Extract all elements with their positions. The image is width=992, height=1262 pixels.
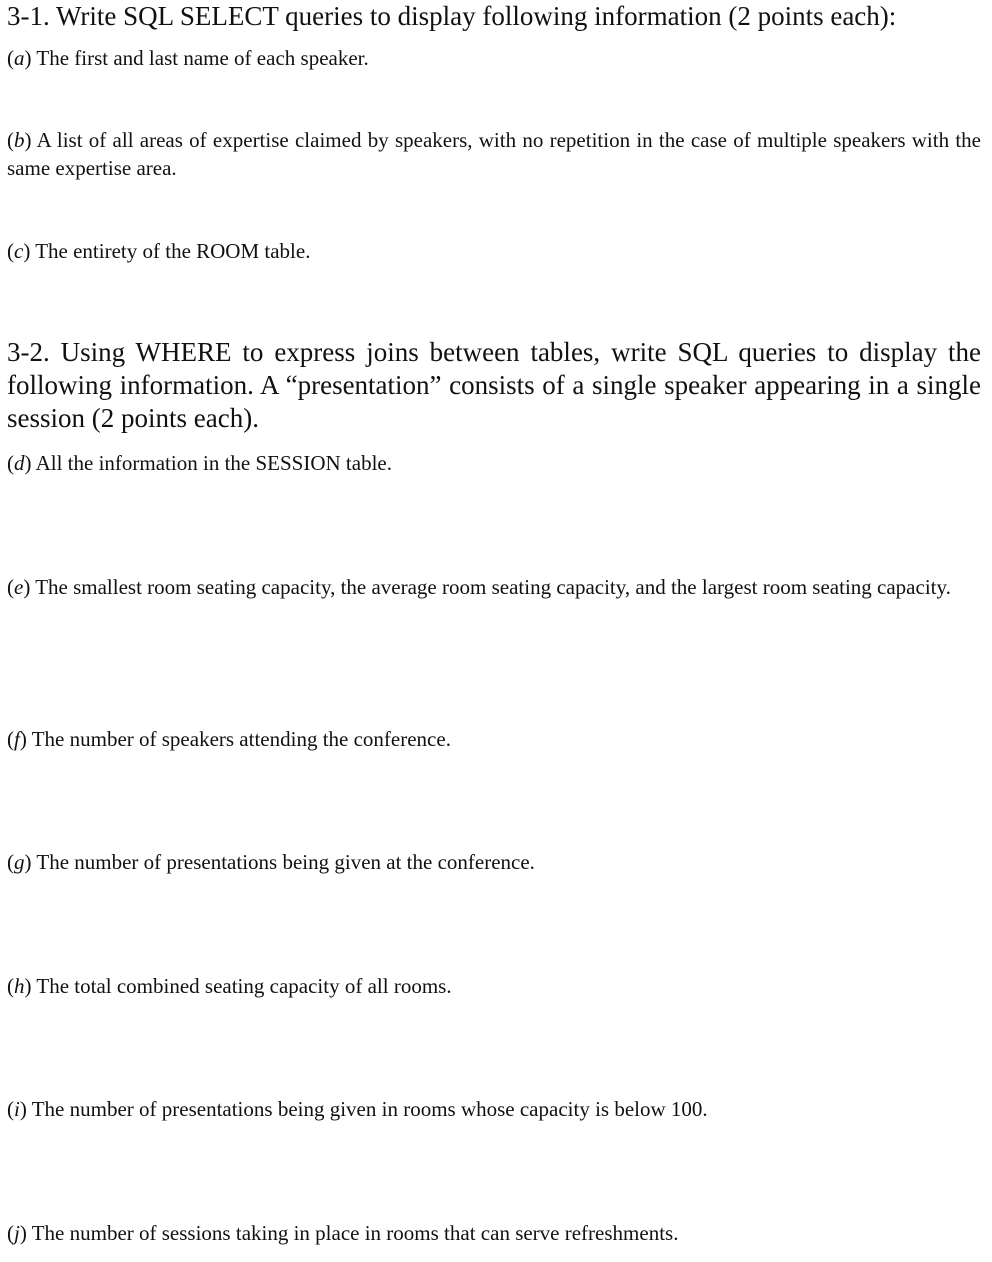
question-c-text: The entirety of the ROOM table. [35, 239, 311, 263]
question-b: (b) A list of all areas of expertise claimed by speakers, with no repetition in the case of multiple speakers with the same expertise area. [7, 128, 982, 180]
question-h-text: The total combined seating capacity of all rooms. [36, 974, 452, 998]
question-c-label: c [14, 239, 24, 263]
question-h: (h) The total combined seating capacity of all rooms. [7, 974, 452, 998]
question-g-text: The number of presentations being given at the conference. [36, 850, 535, 874]
question-a-text: The first and last name of each speaker. [36, 46, 369, 70]
question-e: (e) The smallest room seating capacity, the average room seating capacity, and the largest room seating capacity. [7, 575, 951, 599]
question-d-label: d [14, 451, 25, 475]
question-a: (a) The first and last name of each speaker. [7, 46, 369, 70]
question-e-label: e [14, 575, 24, 599]
question-i-label: i [14, 1097, 20, 1121]
section-2-heading: 3-2. Using WHERE to express joins between tables, write SQL queries to display the following information. A “presentation” consists of a single speaker appearing in a single session (2 points each). [7, 337, 981, 433]
question-b-label: b [14, 128, 25, 152]
question-b-text: A list of all areas of expertise claimed by speakers, with no repetition in the case of multiple speakers with the same expertise area. [7, 128, 982, 180]
question-d: (d) All the information in the SESSION table. [7, 451, 392, 475]
question-a-label: a [14, 46, 25, 70]
question-g-label: g [14, 850, 25, 874]
question-f-label: f [14, 727, 20, 751]
question-j-label: j [14, 1221, 20, 1245]
section-1-heading: 3-1. Write SQL SELECT queries to display following information (2 points each): [7, 1, 897, 31]
question-i: (i) The number of presentations being given in rooms whose capacity is below 100. [7, 1097, 708, 1121]
question-c: (c) The entirety of the ROOM table. [7, 239, 311, 263]
question-f-text: The number of speakers attending the conference. [31, 727, 451, 751]
question-j: (j) The number of sessions taking in place in rooms that can serve refreshments. [7, 1221, 679, 1245]
question-e-text: The smallest room seating capacity, the average room seating capacity, and the largest room seating capacity. [35, 575, 951, 599]
question-g: (g) The number of presentations being given at the conference. [7, 850, 535, 874]
question-h-label: h [14, 974, 25, 998]
question-f: (f) The number of speakers attending the conference. [7, 727, 451, 751]
question-j-text: The number of sessions taking in place in rooms that can serve refreshments. [31, 1221, 679, 1245]
question-d-text: All the information in the SESSION table. [35, 451, 392, 475]
question-i-text: The number of presentations being given in rooms whose capacity is below 100. [31, 1097, 708, 1121]
